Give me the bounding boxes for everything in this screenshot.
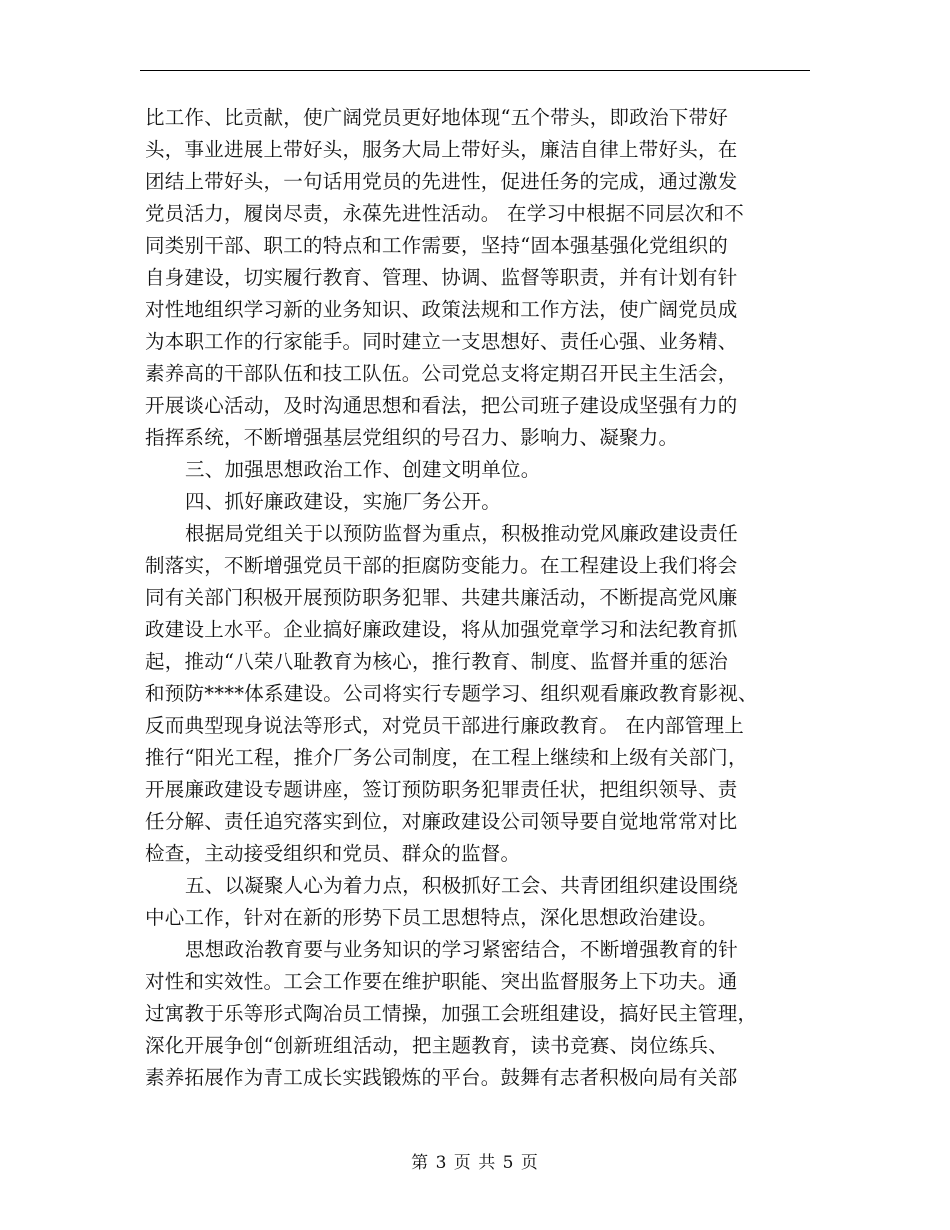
header-rule [140,70,810,71]
text-line: 五、以凝聚人心为着力点，积极抓好工会、共青团组织建设围绕 [185,874,739,897]
text-line: 和预防****体系建设。公司将实行专题学习、组织观看廉政教育影视、 [145,682,758,705]
text-line: 任分解、责任追究落实到位，对廉政建设公司领导要自觉地常常对比 [145,810,738,833]
text-line: 头，事业进展上带好头，服务大局上带好头，廉洁自律上带好头，在 [145,138,738,161]
text-line: 团结上带好头，一句话用党员的先进性，促进任务的完成，通过激发 [145,170,738,193]
text-line: 检查，主动接受组织和党员、群众的监督。 [145,842,521,865]
text-line: 自身建设，切实履行教育、管理、协调、监督等职责，并有计划有针 [145,266,738,289]
text-line: 开展谈心活动，及时沟通思想和看法，把公司班子建设成坚强有力的 [145,394,738,417]
text-line: 反而典型现身说法等形式，对党员干部进行廉政教育。 在内部管理上 [145,714,744,737]
text-line: 三、加强思想政治工作、创建文明单位。 [185,458,541,481]
text-line: 素养拓展作为青工成长实践锻炼的平台。鼓舞有志者积极向局有关部 [145,1066,738,1089]
page-footer: 第 3 页 共 5 页 [411,1153,539,1173]
text-line: 思想政治教育要与业务知识的学习紧密结合，不断增强教育的针 [185,938,739,961]
text-line: 对性地组织学习新的业务知识、政策法规和工作方法，使广阔党员成 [145,298,738,321]
text-line: 中心工作，针对在新的形势下员工思想特点，深化思想政治建设。 [145,906,718,929]
text-line: 根据局党组关于以预防监督为重点，积极推动党风廉政建设责任 [185,522,739,545]
text-line: 过寓教于乐等形式陶冶员工情操，加强工会班组建设，搞好民主管理， [145,1002,758,1025]
text-line: 同有关部门积极开展预防职务犯罪、共建共廉活动，不断提高党风廉 [145,586,738,609]
text-line: 政建设上水平。企业搞好廉政建设，将从加强党章学习和法纪教育抓 [145,618,738,641]
text-line: 比工作、比贡献，使广阔党员更好地体现“五个带头，即政治下带好 [145,106,728,129]
text-line: 制落实，不断增强党员干部的拒腐防变能力。在工程建设上我们将会 [145,554,738,577]
text-line: 开展廉政建设专题讲座，签订预防职务犯罪责任状，把组织领导、责 [145,778,738,801]
text-line: 指挥系统，不断增强基层党组织的号召力、影响力、凝聚力。 [145,426,679,449]
text-line: 起，推动“八荣八耻教育为核心，推行教育、制度、监督并重的惩治 [145,650,728,673]
text-line: 推行“阳光工程，推介厂务公司制度，在工程上继续和上级有关部门， [145,746,748,769]
text-line: 同类别干部、职工的特点和工作需要，坚持“固本强基强化党组织的 [145,234,728,257]
text-line: 四、抓好廉政建设，实施厂务公开。 [185,490,502,513]
text-line: 对性和实效性。工会工作要在维护职能、突出监督服务上下功夫。通 [145,970,738,993]
document-body [145,102,805,1094]
text-line: 为本职工作的行家能手。同时建立一支思想好、责任心强、业务精、 [145,330,738,353]
text-line: 党员活力，履岗尽责，永葆先进性活动。 在学习中根据不同层次和不 [145,202,744,225]
text-line: 素养高的干部队伍和技工队伍。公司党总支将定期召开民主生活会， [145,362,738,385]
text-line: 深化开展争创“创新班组活动，把主题教育，读书竞赛、岗位练兵、 [145,1034,728,1057]
